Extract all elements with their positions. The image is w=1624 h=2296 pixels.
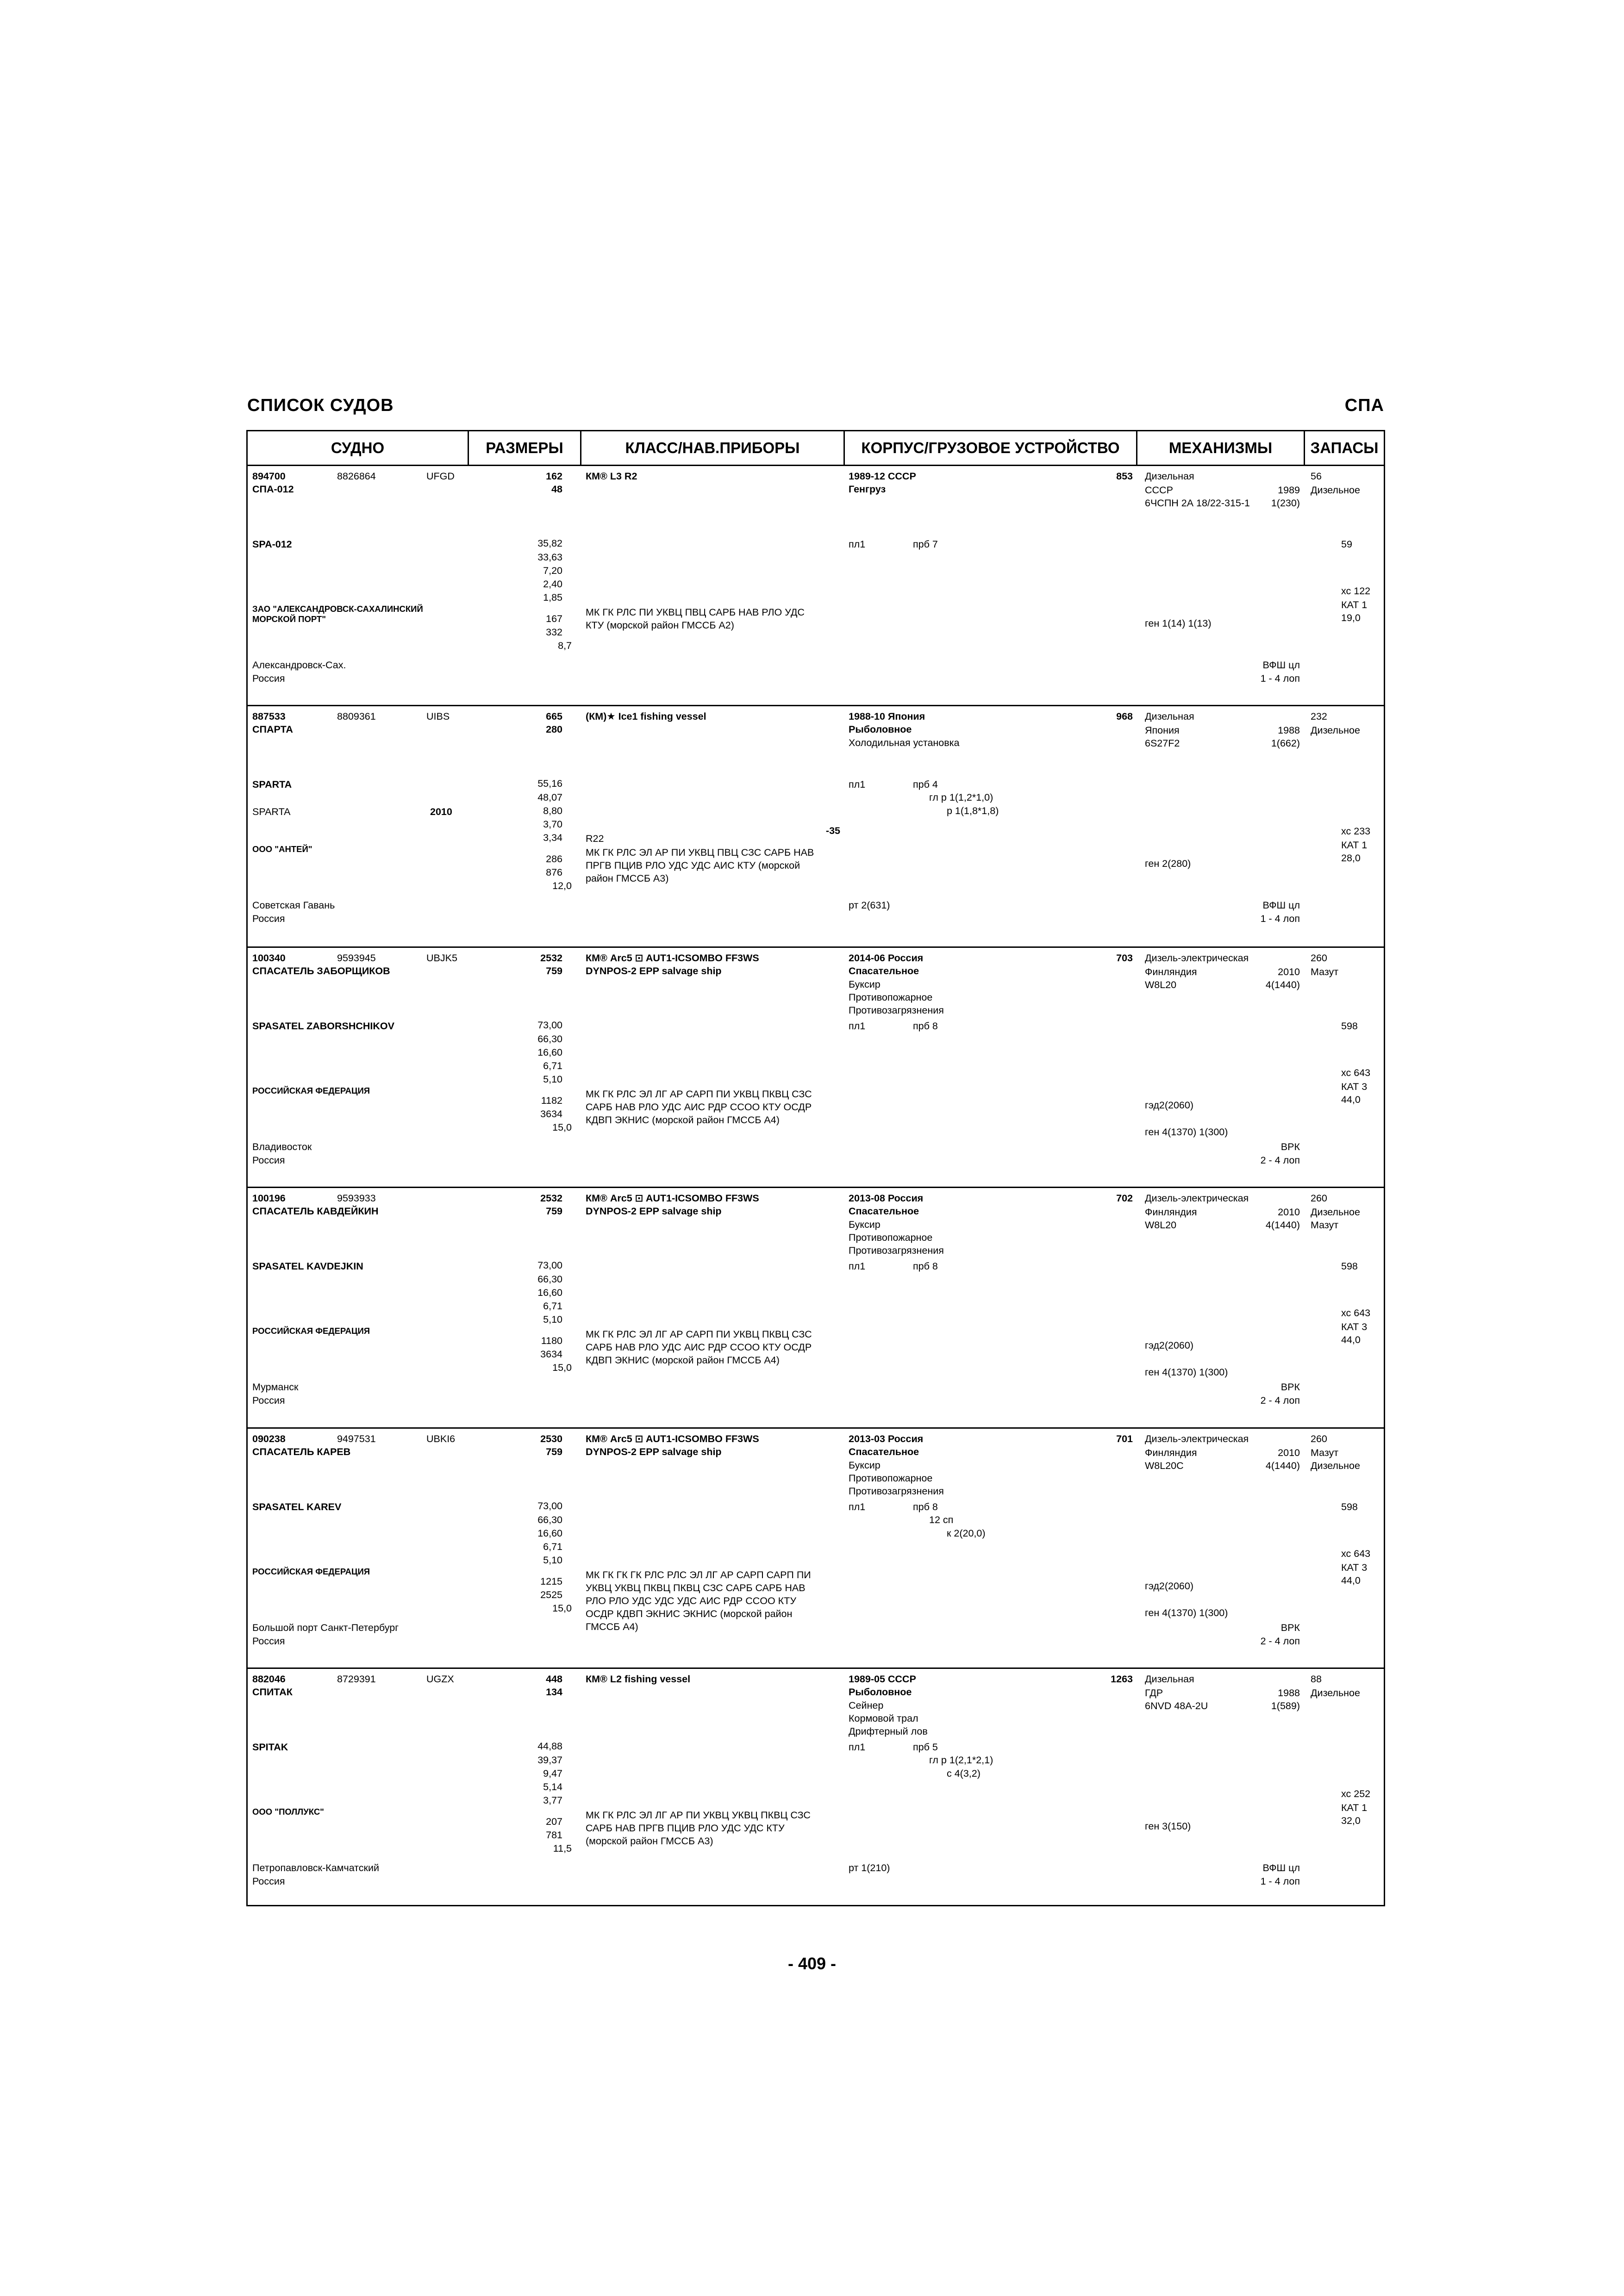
depth: 6,71 [543, 1060, 562, 1071]
crew-value: 28,0 [1341, 852, 1361, 864]
record-divider [248, 946, 1384, 948]
column-header-machinery: МЕХАНИЗМЫ [1168, 439, 1273, 456]
hull-bulkheads: прб 4 [913, 779, 938, 790]
length-pp: 48,07 [537, 792, 562, 803]
generators-extra: ген 4(1370) 1(300) [1145, 1126, 1228, 1138]
draught: 5,10 [543, 1074, 562, 1085]
net-tonnage: 48 [551, 484, 562, 495]
vessel-type-extra: Сейнер Кормовой трал Дрифтерный лов [849, 1700, 928, 1737]
generators: ген 3(150) [1145, 1821, 1191, 1832]
propeller-blades: 1 - 4 лоп [1260, 1876, 1300, 1887]
fuel-type: Мазут [1311, 1447, 1339, 1458]
class-notation-extra: DYNPOS-2 EPP salvage ship [586, 1206, 722, 1217]
hull-decks: пл1 [849, 779, 866, 790]
refrigerated-holds: рт 1(210) [849, 1862, 890, 1873]
crew-value: 44,0 [1341, 1575, 1361, 1586]
former-name: SPARTA [252, 806, 291, 817]
navigation-equipment: МК ГК РЛС ЭЛ ЛГ АР ПИ УКВЦ УКВЦ ПКВЦ СЗС САРБ НАВ ПРГВ ПЦИВ РЛО УДС УДС КТУ (морской район ГМССБ А3) [586, 1810, 811, 1847]
engine-year: 1989 [1278, 485, 1300, 496]
generators: гэд2(2060) [1145, 1100, 1193, 1111]
speed: 15,0 [552, 1603, 572, 1614]
fuel-type-extra: Дизельное [1311, 1460, 1360, 1471]
propeller-type: ВФШ цл [1262, 1862, 1300, 1873]
displacement: 2525 [540, 1589, 562, 1600]
class-notation: КМ® Arc5 ⊡ AUT1-ICSOMBO FF3WS [586, 952, 759, 964]
water-capacity: 598 [1341, 1020, 1358, 1032]
vessel-type: Спасательное [849, 1206, 919, 1217]
generators: ген 2(280) [1145, 858, 1191, 869]
crew-value: 32,0 [1341, 1815, 1361, 1826]
propeller-type: ВФШ цл [1262, 660, 1300, 671]
propeller-blades: 2 - 4 лоп [1260, 1395, 1300, 1406]
vessel-record [248, 706, 1384, 946]
depth: 2,40 [543, 579, 562, 590]
vessel-record [248, 466, 1384, 706]
column-divider [468, 431, 469, 465]
imo-number: 8826864 [337, 471, 376, 482]
engine-country: Финляндия [1145, 966, 1197, 977]
propulsion-type: Дизель-электрическая [1145, 1433, 1249, 1444]
flag-country: Россия [252, 913, 285, 924]
crew-value: 19,0 [1341, 612, 1361, 623]
vessel-type-extra: Буксир Противопожарное Противозагрязнения [849, 1460, 944, 1497]
depth: 6,71 [543, 1300, 562, 1312]
vessel-owner: РОССИЙСКАЯ ФЕДЕРАЦИЯ [252, 1086, 370, 1095]
length-overall: 73,00 [537, 1260, 562, 1271]
vessel-name: СПАРТА [252, 724, 293, 735]
column-header-class: КЛАСС/НАВ.ПРИБОРЫ [625, 439, 800, 456]
vessel-type: Спасательное [849, 965, 919, 977]
length-pp: 66,30 [537, 1274, 562, 1285]
breadth: 16,60 [537, 1528, 562, 1539]
propeller-blades: 2 - 4 лоп [1260, 1155, 1300, 1166]
registry-number: 090238 [252, 1433, 286, 1444]
autonomy: хс 643 [1341, 1307, 1371, 1319]
speed: 11,5 [553, 1843, 572, 1854]
registry-number: 100196 [252, 1193, 286, 1204]
vessel-type-extra: Буксир Противопожарное Противозагрязнения [849, 979, 944, 1016]
cargo-gear: с 4(3,2) [947, 1768, 981, 1779]
crew-value: 44,0 [1341, 1094, 1361, 1105]
call-sign: UIBS [426, 711, 450, 722]
class-notation: КМ® Arc5 ⊡ AUT1-ICSOMBO FF3WS [586, 1433, 759, 1444]
category: КАТ 1 [1341, 599, 1368, 610]
column-header-vessel: СУДНО [331, 439, 385, 456]
vessel-type-extra: Буксир Противопожарное Противозагрязнения [849, 1219, 944, 1256]
flag-country: Россия [252, 1155, 285, 1166]
depth: 6,71 [543, 1541, 562, 1552]
vessel-name-latin: SPARTA [252, 779, 292, 790]
displacement: 3634 [540, 1108, 562, 1120]
vessel-name-latin: SPITAK [252, 1742, 288, 1753]
engine-year: 1988 [1278, 1687, 1300, 1699]
breadth: 16,60 [537, 1047, 562, 1058]
generators-extra: ген 4(1370) 1(300) [1145, 1607, 1228, 1618]
column-header-dimensions: РАЗМЕРЫ [486, 439, 563, 456]
record-divider [248, 1187, 1384, 1188]
category: КАТ 3 [1341, 1562, 1368, 1573]
engine-year: 2010 [1278, 1207, 1300, 1218]
home-port: Советская Гавань [252, 900, 335, 911]
hull-decks: пл1 [849, 539, 866, 550]
fuel-capacity: 260 [1311, 952, 1327, 964]
vessel-name: СПА-012 [252, 484, 294, 495]
breadth: 8,80 [543, 805, 562, 816]
breadth: 7,20 [543, 565, 562, 576]
autonomy: хс 233 [1341, 826, 1371, 837]
fuel-capacity: 88 [1311, 1674, 1322, 1685]
deadweight: 1182 [541, 1095, 562, 1106]
hull-decks: пл1 [849, 1261, 866, 1272]
engine-power: 1(662) [1271, 738, 1300, 749]
propulsion-type: Дизель-электрическая [1145, 952, 1249, 964]
refrigerant: R22 [586, 833, 604, 844]
displacement: 781 [546, 1829, 562, 1841]
hull-bulkheads: прб 8 [913, 1020, 938, 1032]
class-notation: КМ® Arc5 ⊡ AUT1-ICSOMBO FF3WS [586, 1193, 759, 1204]
engine-power: 4(1440) [1265, 979, 1300, 990]
imo-number: 8729391 [337, 1674, 376, 1685]
engine-model: W8L20 [1145, 979, 1177, 990]
breadth: 9,47 [543, 1768, 562, 1779]
registry-number: 894700 [252, 471, 286, 482]
home-port: Петропавловск-Камчатский [252, 1862, 379, 1873]
gross-tonnage: 2530 [540, 1433, 562, 1444]
category: КАТ 1 [1341, 1802, 1368, 1813]
net-tonnage: 134 [546, 1686, 562, 1698]
cargo-gear: к 2(20,0) [947, 1528, 986, 1539]
length-pp: 66,30 [537, 1033, 562, 1045]
length-overall: 44,88 [537, 1741, 562, 1752]
speed: 15,0 [552, 1362, 572, 1373]
navigation-equipment: МК ГК ГК ГК РЛС РЛС ЭЛ ЛГ АР САРП САРП ПИ УКВЦ УКВЦ ПКВЦ ПКВЦ СЗС САРБ САРБ НАВ РЛО РЛО УДС УДС УДС АИС РДР СCОО КТУ ОСДР КДВП ЭКНИС ЭКНИС (морской район ГМССБ А4) [586, 1569, 811, 1632]
length-pp: 33,63 [537, 552, 562, 563]
home-port: Мурманск [252, 1381, 299, 1393]
water-capacity: 59 [1341, 539, 1352, 550]
displacement: 3634 [540, 1349, 562, 1360]
cargo-holds: гл р 1(2,1*2,1) [929, 1755, 993, 1766]
draught: 5,10 [543, 1314, 562, 1325]
imo-number: 9593945 [337, 952, 376, 964]
draught: 3,34 [543, 832, 562, 843]
propeller-type: ВРК [1280, 1622, 1300, 1633]
engine-model: 6S27F2 [1145, 738, 1180, 749]
vessel-name: СПИТАК [252, 1686, 293, 1698]
engine-power: 1(230) [1271, 498, 1300, 509]
net-tonnage: 280 [546, 724, 562, 735]
engine-model: W8L20 [1145, 1220, 1177, 1231]
vessel-owner: ЗАО "АЛЕКСАНДРОВСК-САХАЛИНСКИЙ МОРСКОЙ ПОРТ" [252, 604, 423, 624]
breadth: 16,60 [537, 1287, 562, 1298]
navigation-equipment: МК ГК РЛС ЭЛ ЛГ АР САРП ПИ УКВЦ ПКВЦ СЗС САРБ НАВ РЛО УДС АИС РДР СCОО КТУ ОСДР КДВП ЭКНИС (морской район ГМССБ А4) [586, 1329, 812, 1366]
vessel-name-latin: SPASATEL KAVDEJKIN [252, 1261, 363, 1272]
length-overall: 73,00 [537, 1500, 562, 1512]
autonomy: хс 252 [1341, 1788, 1371, 1799]
propeller-type: ВРК [1280, 1141, 1300, 1152]
flag-country: Россия [252, 1395, 285, 1406]
category: КАТ 3 [1341, 1321, 1368, 1332]
fuel-type-extra: Мазут [1311, 1220, 1339, 1231]
length-overall: 73,00 [537, 1020, 562, 1031]
yard-number: 703 [1116, 952, 1133, 964]
generators: ген 1(14) 1(13) [1145, 618, 1212, 629]
fuel-capacity: 56 [1311, 471, 1322, 482]
flag-country: Россия [252, 1636, 285, 1647]
gross-tonnage: 2532 [540, 1193, 562, 1204]
engine-country: Финляндия [1145, 1447, 1197, 1458]
propulsion-type: Дизель-электрическая [1145, 1193, 1249, 1204]
navigation-equipment: МК ГК РЛС ПИ УКВЦ ПВЦ САРБ НАВ РЛО УДС КТУ (морской район ГМССБ А2) [586, 607, 805, 631]
propulsion-type: Дизельная [1145, 1674, 1194, 1685]
column-header-supplies: ЗАПАСЫ [1310, 439, 1379, 456]
hull-decks: пл1 [849, 1501, 866, 1512]
call-sign: UGZX [426, 1674, 454, 1685]
speed: 12,0 [552, 880, 572, 891]
call-sign: UFGD [426, 471, 455, 482]
column-divider [1136, 431, 1137, 465]
hull-bulkheads: прб 8 [913, 1501, 938, 1512]
engine-power: 4(1440) [1265, 1460, 1300, 1471]
net-tonnage: 759 [546, 1446, 562, 1457]
engine-model: 6ЧСПН 2А 18/22-315-1 [1145, 498, 1250, 509]
fuel-type: Дизельное [1311, 725, 1360, 736]
engine-year: 1988 [1278, 725, 1300, 736]
cargo-gear: р 1(1,8*1,8) [947, 805, 999, 816]
speed: 15,0 [552, 1122, 572, 1133]
vessel-type: Генгруз [849, 484, 886, 495]
engine-country: СССР [1145, 485, 1173, 496]
propeller-type: ВРК [1280, 1381, 1300, 1393]
deadweight: 1215 [540, 1576, 562, 1587]
class-notation: КМ® L3 R2 [586, 471, 637, 482]
length-pp: 39,37 [537, 1755, 562, 1766]
generators-extra: ген 4(1370) 1(300) [1145, 1367, 1228, 1378]
imo-number: 9593933 [337, 1193, 376, 1204]
draught: 1,85 [543, 592, 562, 603]
column-header-hull: КОРПУС/ГРУЗОВОЕ УСТРОЙСТВО [861, 439, 1120, 456]
engine-power: 4(1440) [1265, 1220, 1300, 1231]
depth: 3,70 [543, 819, 562, 830]
vessel-name-latin: SPASATEL KAREV [252, 1501, 342, 1512]
crew-value: 44,0 [1341, 1334, 1361, 1345]
gross-tonnage: 665 [546, 711, 562, 722]
draught: 3,77 [543, 1795, 562, 1806]
page-header-section: СПА [1344, 396, 1384, 415]
propeller-type: ВФШ цл [1262, 900, 1300, 911]
class-notation-extra: DYNPOS-2 EPP salvage ship [586, 965, 722, 977]
propulsion-type: Дизельная [1145, 471, 1194, 482]
engine-country: Финляндия [1145, 1207, 1197, 1218]
vessel-register-table [246, 430, 1385, 1906]
registry-number: 882046 [252, 1674, 286, 1685]
build-date-country: 2013-08 Россия [849, 1193, 924, 1204]
record-divider [248, 1427, 1384, 1429]
autonomy: хс 643 [1341, 1067, 1371, 1078]
vessel-record [248, 1669, 1384, 1909]
propeller-blades: 1 - 4 лоп [1260, 913, 1300, 924]
length-pp: 66,30 [537, 1514, 562, 1525]
vessel-name-latin: SPASATEL ZABORSHCHIKOV [252, 1020, 394, 1032]
deadweight: 167 [546, 613, 562, 624]
engine-country: ГДР [1145, 1687, 1163, 1699]
imo-number: 9497531 [337, 1433, 376, 1444]
record-divider [248, 1668, 1384, 1669]
registry-number: 100340 [252, 952, 286, 964]
navigation-equipment: МК ГК РЛС ЭЛ ЛГ АР САРП ПИ УКВЦ ПКВЦ СЗС САРБ НАВ РЛО УДС АИС РДР СCОО КТУ ОСДР КДВП ЭКНИС (морской район ГМССБ А4) [586, 1089, 812, 1126]
fuel-type: Дизельное [1311, 485, 1360, 496]
fuel-type: Дизельное [1311, 1687, 1360, 1699]
water-capacity: 598 [1341, 1501, 1358, 1512]
vessel-name: СПАСАТЕЛЬ КАВДЕЙКИН [252, 1206, 379, 1217]
refrigerated-holds: рт 2(631) [849, 900, 890, 911]
gross-tonnage: 448 [546, 1674, 562, 1685]
vessel-owner: РОССИЙСКАЯ ФЕДЕРАЦИЯ [252, 1567, 370, 1576]
hull-decks: пл1 [849, 1742, 866, 1753]
call-sign: UBJK5 [426, 952, 457, 964]
ice-temperature: -35 [825, 825, 840, 836]
yard-number: 701 [1116, 1433, 1133, 1444]
vessel-record [248, 1429, 1384, 1669]
build-date-country: 1988-10 Япония [849, 711, 925, 722]
yard-number: 1263 [1111, 1674, 1133, 1685]
vessel-type: Рыболовное [849, 1686, 912, 1698]
class-notation-extra: DYNPOS-2 EPP salvage ship [586, 1446, 722, 1457]
category: КАТ 3 [1341, 1081, 1368, 1092]
gross-tonnage: 2532 [540, 952, 562, 964]
vessel-name: СПАСАТЕЛЬ ЗАБОРЩИКОВ [252, 965, 390, 977]
former-name-year: 2010 [430, 806, 452, 817]
generators: гэд2(2060) [1145, 1580, 1193, 1592]
build-date-country: 1989-05 СССР [849, 1674, 916, 1685]
vessel-record [248, 1188, 1384, 1428]
deadweight: 207 [546, 1816, 562, 1827]
hull-bulkheads: прб 5 [913, 1742, 938, 1753]
vessel-name: СПАСАТЕЛЬ КАРЕВ [252, 1446, 351, 1457]
depth: 5,14 [543, 1781, 562, 1792]
gross-tonnage: 162 [546, 471, 562, 482]
home-port: Большой порт Санкт-Петербург [252, 1622, 399, 1633]
engine-model: 6NVD 48A-2U [1145, 1700, 1208, 1711]
navigation-equipment: МК ГК РЛС ЭЛ АР ПИ УКВЦ ПВЦ СЗС САРБ НАВ ПРГВ ПЦИВ РЛО УДС УДС АИС КТУ (морской район ГМССБ А3) [586, 847, 814, 884]
class-notation: КМ® L2 fishing vessel [586, 1674, 691, 1685]
displacement: 332 [546, 627, 562, 638]
record-divider [248, 705, 1384, 706]
fuel-capacity: 260 [1311, 1193, 1327, 1204]
engine-power: 1(589) [1271, 1700, 1300, 1711]
hull-bulkheads: прб 7 [913, 539, 938, 550]
vessel-type: Рыболовное [849, 724, 912, 735]
class-notation: (КМ)★ Ice1 fishing vessel [586, 711, 706, 722]
yard-number: 853 [1116, 471, 1133, 482]
propeller-blades: 2 - 4 лоп [1260, 1636, 1300, 1647]
column-divider [580, 431, 581, 465]
call-sign: UBKI6 [426, 1433, 456, 1444]
propulsion-type: Дизельная [1145, 711, 1194, 722]
vessel-owner: ООО "АНТЕЙ" [252, 844, 312, 854]
flag-country: Россия [252, 1876, 285, 1887]
vessel-name-latin: SPA-012 [252, 539, 292, 550]
hull-decks: пл1 [849, 1020, 866, 1032]
net-tonnage: 759 [546, 965, 562, 977]
deadweight: 1180 [541, 1335, 562, 1346]
yard-number: 968 [1116, 711, 1133, 722]
speed: 8,7 [558, 640, 572, 651]
page-number: - 409 - [787, 1954, 837, 1973]
registry-number: 887533 [252, 711, 286, 722]
engine-year: 2010 [1278, 966, 1300, 977]
build-date-country: 2013-03 Россия [849, 1433, 924, 1444]
vessel-owner: РОССИЙСКАЯ ФЕДЕРАЦИЯ [252, 1326, 370, 1336]
vessel-type: Спасательное [849, 1446, 919, 1457]
vessel-record [248, 948, 1384, 1188]
displacement: 876 [546, 867, 562, 878]
engine-country: Япония [1145, 725, 1180, 736]
net-tonnage: 759 [546, 1206, 562, 1217]
category: КАТ 1 [1341, 840, 1368, 851]
fuel-type: Дизельное [1311, 1207, 1360, 1218]
generators: гэд2(2060) [1145, 1340, 1193, 1351]
deadweight: 286 [546, 853, 562, 865]
vessel-owner: ООО "ПОЛЛУКС" [252, 1807, 324, 1817]
column-divider [843, 431, 845, 465]
fuel-type: Мазут [1311, 966, 1339, 977]
page-header-title: СПИСОК СУДОВ [247, 396, 394, 415]
length-overall: 55,16 [537, 778, 562, 789]
build-date-country: 1989-12 СССР [849, 471, 916, 482]
column-divider [1304, 431, 1305, 465]
flag-country: Россия [252, 673, 285, 684]
hull-bulkheads: прб 8 [913, 1261, 938, 1272]
cargo-holds: гл р 1(1,2*1,0) [929, 792, 993, 803]
draught: 5,10 [543, 1555, 562, 1566]
home-port: Александровск-Сах. [252, 660, 346, 671]
home-port: Владивосток [252, 1141, 312, 1152]
water-capacity: 598 [1341, 1261, 1358, 1272]
engine-model: W8L20C [1145, 1460, 1184, 1471]
imo-number: 8809361 [337, 711, 376, 722]
yard-number: 702 [1116, 1193, 1133, 1204]
cargo-holds: 12 сп [929, 1514, 954, 1525]
fuel-capacity: 260 [1311, 1433, 1327, 1444]
autonomy: хс 122 [1341, 585, 1371, 597]
vessel-type-extra: Холодильная установка [849, 737, 960, 748]
propeller-blades: 1 - 4 лоп [1260, 673, 1300, 684]
engine-year: 2010 [1278, 1447, 1300, 1458]
autonomy: хс 643 [1341, 1548, 1371, 1559]
length-overall: 35,82 [537, 538, 562, 549]
fuel-capacity: 232 [1311, 711, 1327, 722]
build-date-country: 2014-06 Россия [849, 952, 924, 964]
